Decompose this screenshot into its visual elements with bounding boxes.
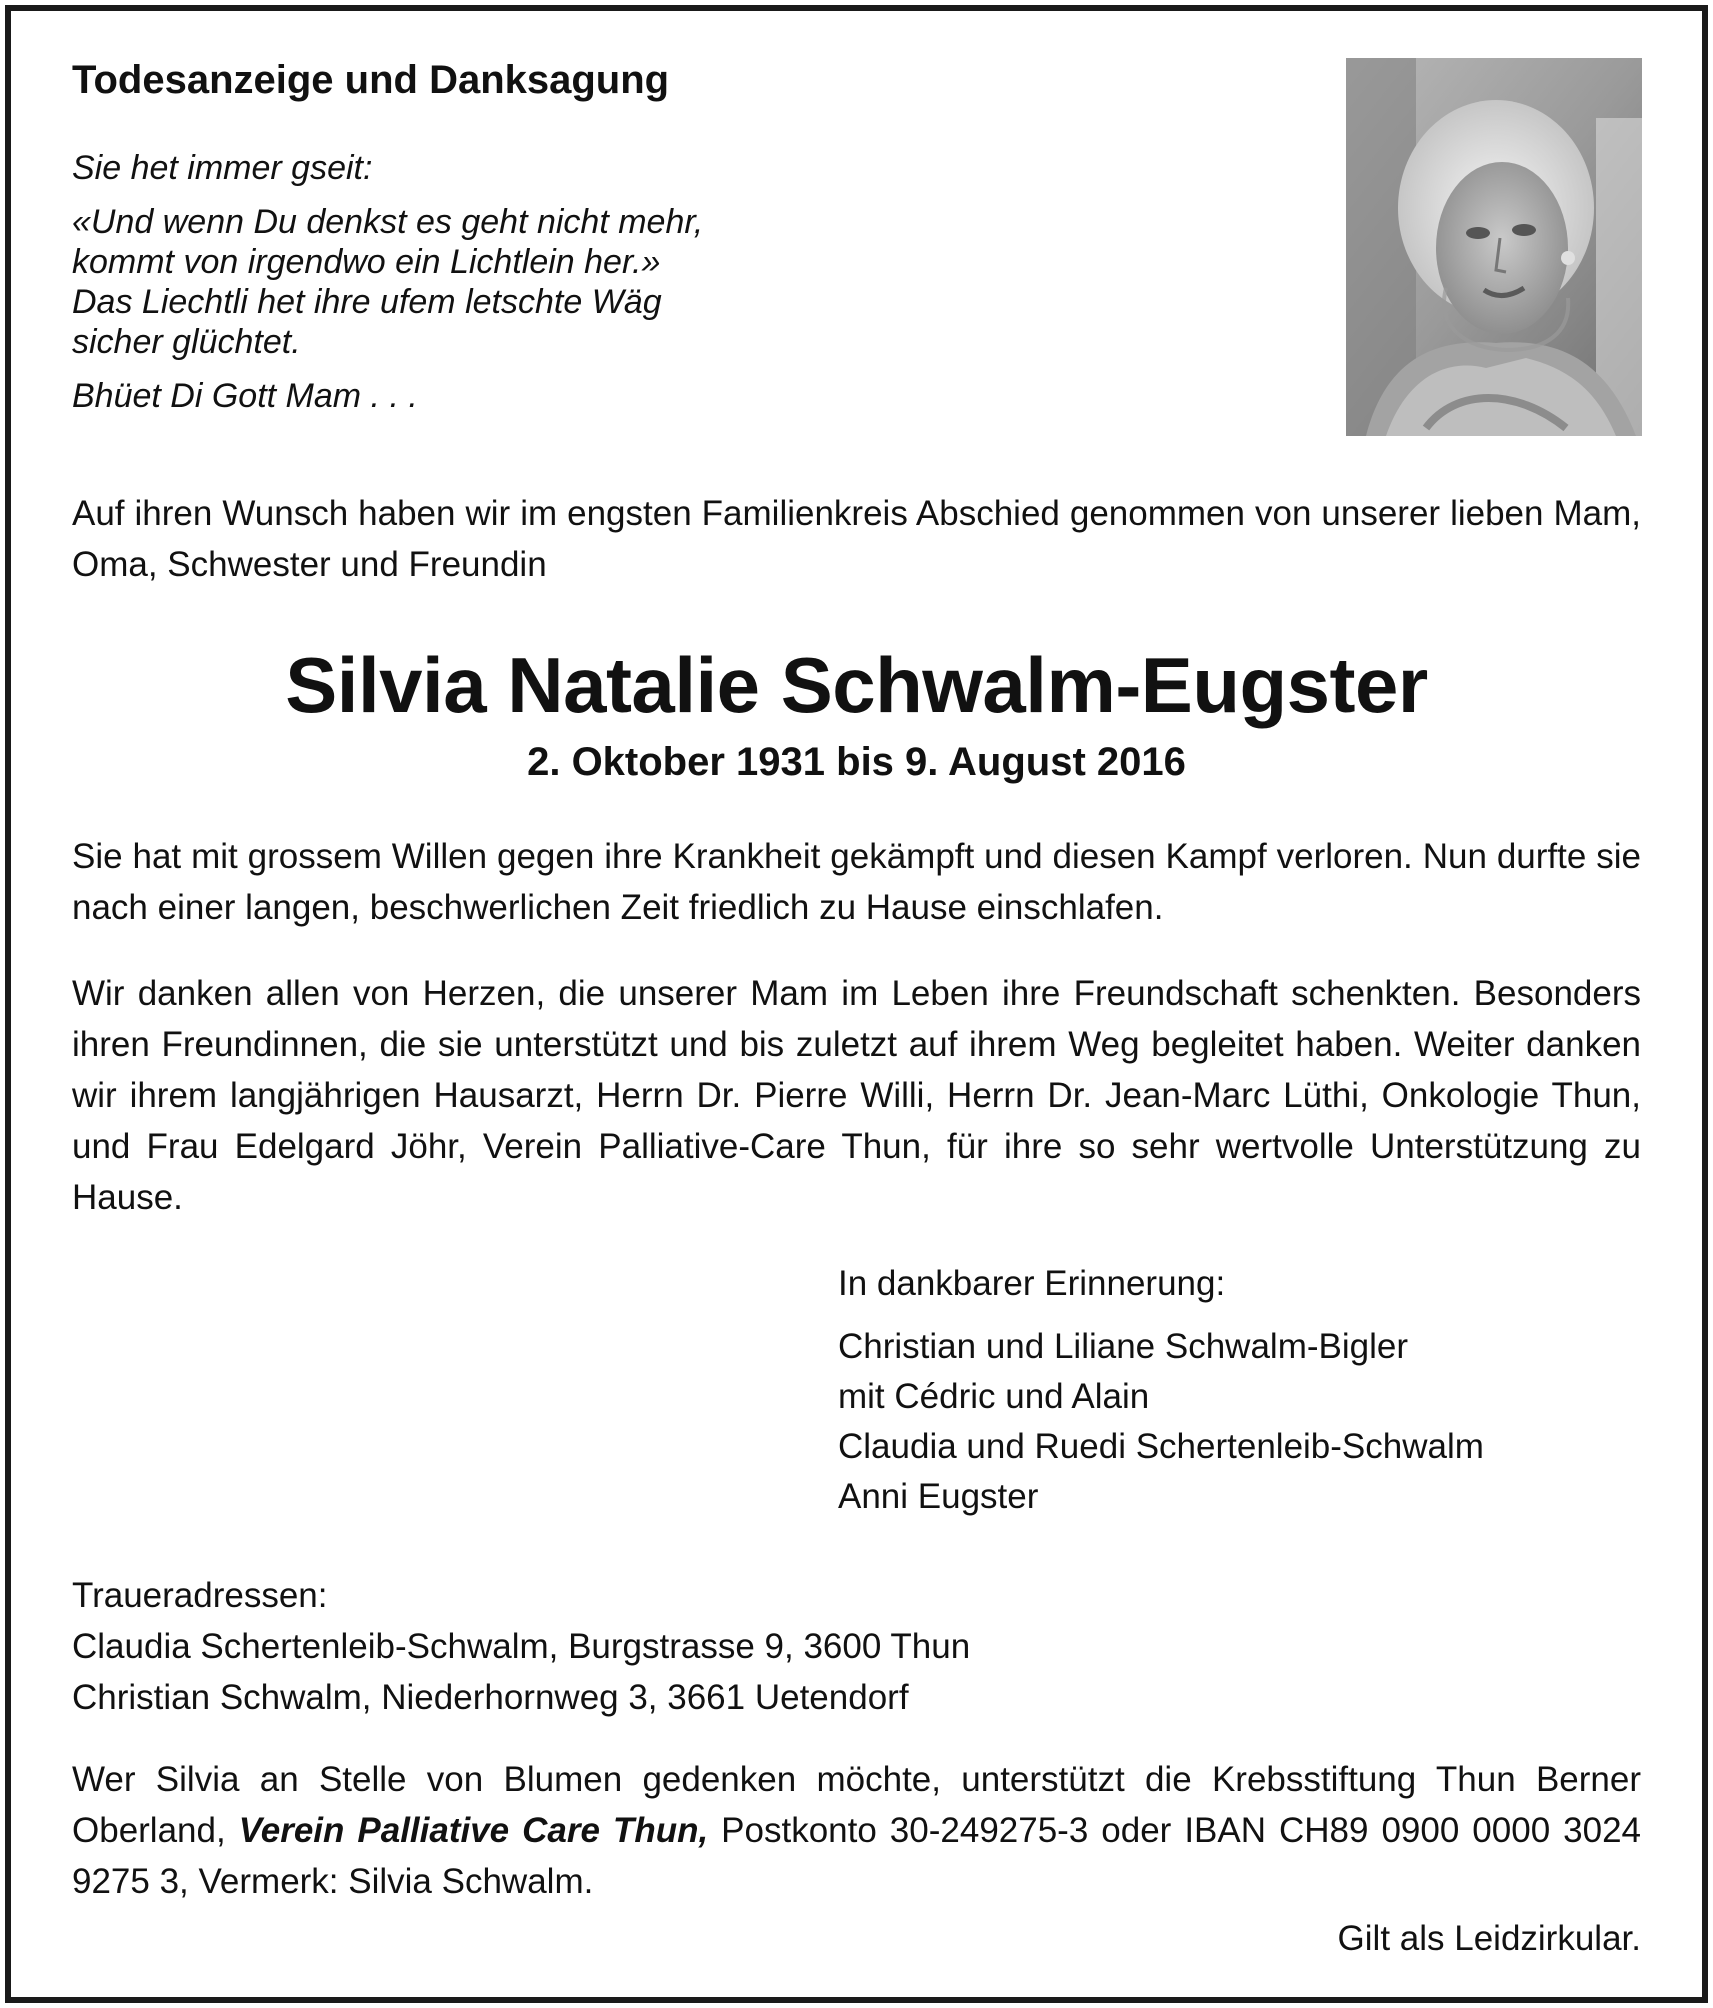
signer-name: Claudia und Ruedi Schertenleib-Schwalm xyxy=(838,1427,1484,1466)
donation-organization: Verein Palliative Care Thun, xyxy=(238,1811,709,1850)
portrait-photo-icon xyxy=(1346,58,1642,436)
signers-lead: In dankbarer Erinnerung: xyxy=(838,1264,1226,1303)
quote-line: «Und wenn Du denkst es geht nicht mehr, xyxy=(72,203,704,241)
signer-name: Christian und Liliane Schwalm-Bigler xyxy=(838,1327,1408,1366)
signers-block xyxy=(838,1259,1618,1522)
life-dates: 2. Oktober 1931 bis 9. August 2016 xyxy=(527,740,1186,784)
quote-line: Das Liechtli het ihre ufem letschte Wäg xyxy=(72,283,662,321)
signer-name: mit Cédric und Alain xyxy=(838,1377,1150,1416)
addresses-title: Traueradressen: xyxy=(72,1576,328,1615)
signer-name: Anni Eugster xyxy=(838,1477,1039,1516)
quote-text xyxy=(72,202,892,362)
quote-block xyxy=(72,148,892,416)
deceased-name: Silvia Natalie Schwalm-Eugster xyxy=(285,641,1428,729)
intro-text: Auf ihren Wunsch haben wir im engsten Familienkreis Abschied genommen von unserer lieben Mam, Oma, Schwester und Freundin xyxy=(72,494,1641,584)
quote-line: kommt von irgendwo ein Lichtlein her.» xyxy=(72,243,661,281)
paragraph-illness: Sie hat mit grossem Willen gegen ihre Krankheit gekämpft und diesen Kampf verloren. Nun durfte sie nach einer langen, beschwerlichen Zeit friedlich zu Hause einschlafen. xyxy=(72,837,1641,927)
donation-text-after: Postkonto 30-249275-3 oder IBAN CH89 0900 0000 3024 9275 3, Vermerk: Silvia Schwalm. xyxy=(72,1811,1642,1901)
footer-note: Gilt als Leidzirkular. xyxy=(1337,1919,1641,1958)
donation-notice xyxy=(72,1754,1641,1907)
portrait-photo xyxy=(1346,58,1642,436)
mourning-addresses xyxy=(72,1570,1272,1723)
page-title: Todesanzeige und Danksagung xyxy=(72,58,670,102)
paragraph-thanks: Wir danken allen von Herzen, die unserer Mam im Leben ihre Freundschaft schenkten. Besonders ihren Freundinnen, die sie unterstützt und bis zuletzt auf ihrem Weg begleitet haben. Weiter danken wir ihrem langjährigen Hausarzt, Herrn Dr. Pierre Willi, Herrn Dr. Jean-Marc Lüthi, Onkologie Thun, und Frau Edelgard Jöhr, Verein Palliative-Care Thun, für ihre so sehr wertvolle Unterstützung zu Hause. xyxy=(72,974,1641,1217)
quote-line: sicher glüchtet. xyxy=(72,323,301,361)
donation-text-before: Wer Silvia an Stelle von Blumen gedenken möchte, unterstützt die Krebsstiftung Thun Berner Oberland, xyxy=(72,1760,1641,1850)
quote-farewell: Bhüet Di Gott Mam . . . xyxy=(72,377,418,415)
address-line: Claudia Schertenleib-Schwalm, Burgstrasse 9, 3600 Thun xyxy=(72,1627,971,1666)
address-line: Christian Schwalm, Niederhornweg 3, 3661 Uetendorf xyxy=(72,1678,909,1717)
quote-intro: Sie het immer gseit: xyxy=(72,149,373,187)
